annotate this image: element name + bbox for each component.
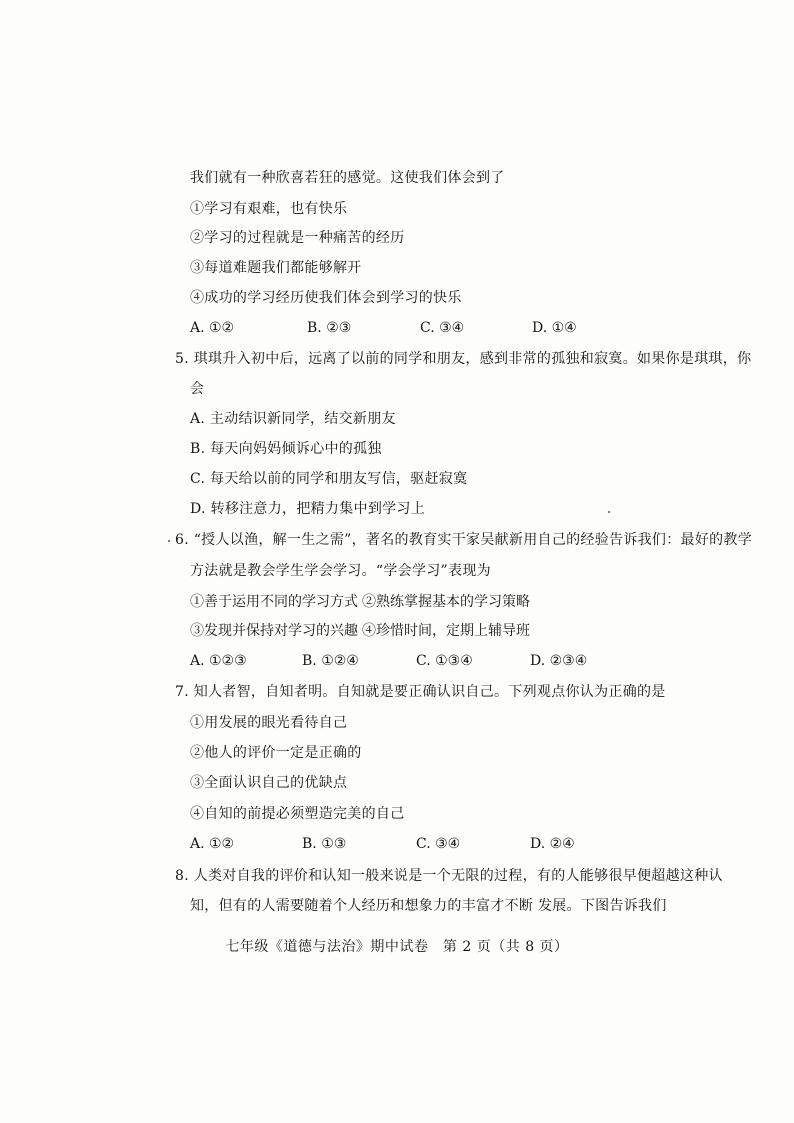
q6-option-d: D. ②③④ [530,653,588,669]
q4-item-2: ②学习的过程就是一种痛苦的经历 [190,230,405,246]
q6-stem-line-2: 方法就是教会学生学会学习。“学会学习”表现为 [190,563,491,579]
q8-stem-line-2: 知，但有的人需要随着个人经历和想象力的丰富才不断 发展。下图告诉我们 [190,898,667,914]
q4-item-4: ④成功的学习经历使我们体会到学习的快乐 [190,290,462,306]
q5-option-c: C. 每天给以前的同学和朋友写信，驱赶寂寞 [190,471,468,487]
q4-option-b: B. ②③ [307,320,352,336]
q4-item-3: ③每道难题我们都能够解开 [190,260,362,276]
q7-option-c: C. ③④ [416,836,461,852]
q7-option-a: A. ①② [190,836,235,852]
q7-item-4: ④自知的前提必须塑造完美的自己 [190,806,405,822]
q7-item-2: ②他人的评价一定是正确的 [190,745,362,761]
q6-item-1: ①善于运用不同的学习方式 [190,594,358,610]
q7-option-d: D. ②④ [530,836,575,852]
q7-item-3: ③全面认识自己的优缺点 [190,775,348,791]
q7-stem: 7. 知人者智，自知者明。自知就是要正确认识自己。下列观点你认为正确的是 [175,684,666,700]
q5-stem-line-2: 会 [190,381,205,397]
q7-option-b: B. ①③ [302,836,347,852]
q7-item-1: ①用发展的眼光看待自己 [190,715,348,731]
q4-option-d: D. ①④ [532,320,577,336]
q6-option-a: A. ①②③ [190,653,247,669]
q4-option-c: C. ③④ [420,320,465,336]
q6-item-4: ④珍惜时间，定期上辅导班 [362,623,530,639]
q4-item-1: ①学习有艰难，也有快乐 [190,201,348,217]
q5-option-b: B. 每天向妈妈倾诉心中的孤独 [190,441,382,457]
q6-stem-line-1: 6. “授人以渔，解一生之需”，著名的教育实干家吴献新用自己的经验告诉我们：最好的教学 [175,532,753,548]
scan-speck [608,511,610,513]
q5-option-a: A. 主动结识新同学，结交新朋友 [190,411,396,427]
q4-option-a: A. ①② [190,320,235,336]
q6-item-2: ②熟练掌握基本的学习策略 [362,594,530,610]
q8-stem-line-1: 8. 人类对自我的评价和认知一般来说是一个无限的过程，有的人能够很早便超越这种认 [175,868,723,884]
q6-item-3: ③发现并保持对学习的兴趣 [190,623,358,639]
q5-stem-line-1: 5. 琪琪升入初中后，远离了以前的同学和朋友，感到非常的孤独和寂寞。如果你是琪琪，你 [175,351,752,367]
page-footer: 七年级《道德与法治》期中试卷 第 2 页（共 8 页） [225,939,569,955]
q5-option-d: D. 转移注意力，把精力集中到学习上 [190,501,426,517]
q6-option-c: C. ①③④ [416,653,473,669]
q4-stem: 我们就有一种欣喜若狂的感觉。这使我们体会到了 [190,170,505,186]
scan-speck [168,540,170,542]
q6-option-b: B. ①②④ [302,653,359,669]
